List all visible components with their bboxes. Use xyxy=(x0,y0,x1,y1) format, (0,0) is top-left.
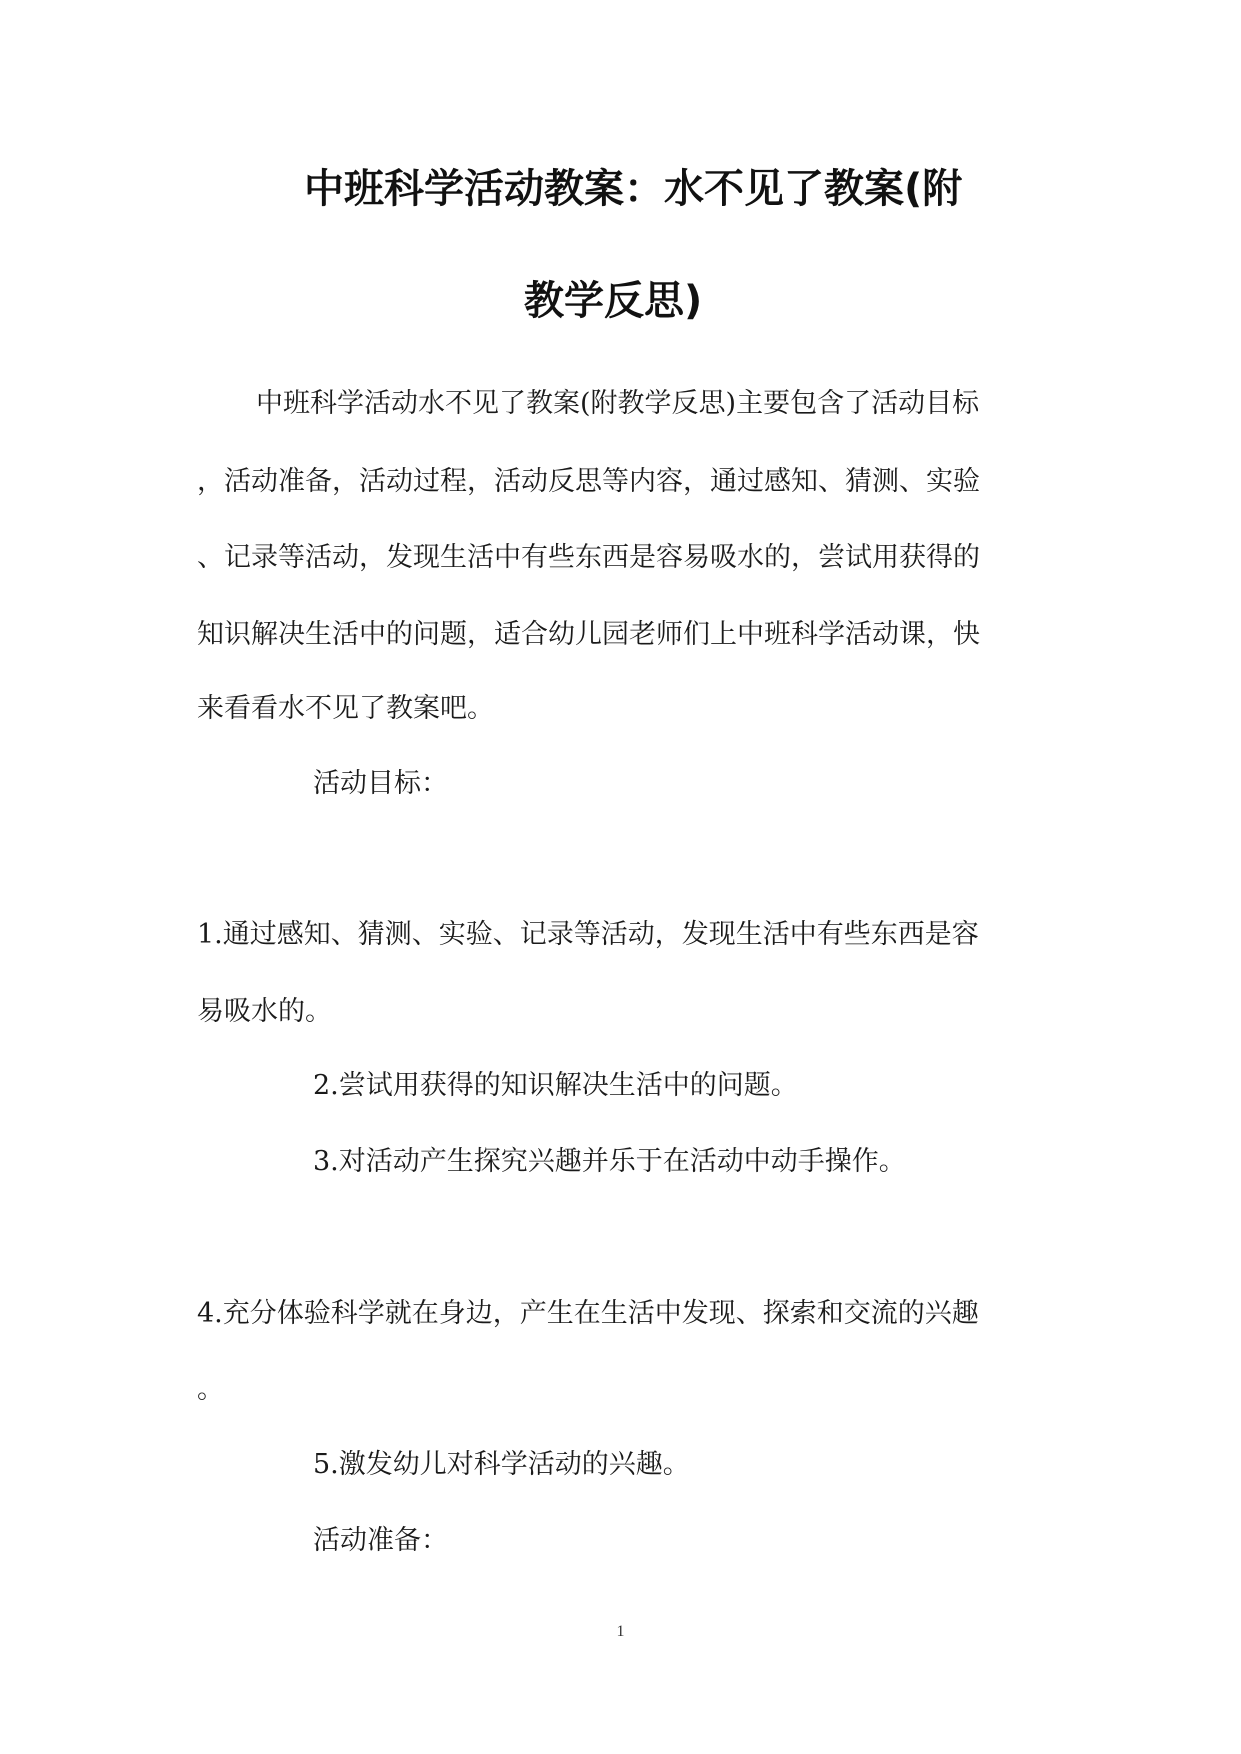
intro-paragraph-line: 中班科学活动水不见了教案(附教学反思)主要包含了活动目标 xyxy=(256,388,980,419)
intro-paragraph-line: 知识解决生活中的问题，适合幼儿园老师们上中班科学活动课，快 xyxy=(197,619,980,650)
intro-paragraph-line: ，活动准备，活动过程，活动反思等内容，通过感知、猜测、实验 xyxy=(197,466,980,497)
prep-heading: 活动准备： xyxy=(313,1525,448,1556)
goal-4-line-2: 。 xyxy=(197,1374,224,1405)
intro-paragraph-line: 、记录等活动，发现生活中有些东西是容易吸水的，尝试用获得的 xyxy=(197,542,980,573)
goal-3: 3.对活动产生探究兴趣并乐于在活动中动手操作。 xyxy=(313,1146,906,1177)
document-title-line-1: 中班科学活动教案：水不见了教案(附 xyxy=(304,166,963,212)
page-number: 1 xyxy=(616,1623,625,1640)
goal-1-line-2: 易吸水的。 xyxy=(197,996,332,1027)
goal-2: 2.尝试用获得的知识解决生活中的问题。 xyxy=(313,1070,798,1101)
goal-5: 5.激发幼儿对科学活动的兴趣。 xyxy=(313,1449,690,1480)
intro-paragraph-line: 来看看水不见了教案吧。 xyxy=(197,693,494,724)
goal-1-line-1: 1.通过感知、猜测、实验、记录等活动，发现生活中有些东西是容 xyxy=(197,919,979,950)
goals-heading: 活动目标： xyxy=(313,768,448,799)
goal-4-line-1: 4.充分体验科学就在身边，产生在生活中发现、探索和交流的兴趣 xyxy=(197,1298,979,1329)
document-title-line-2: 教学反思) xyxy=(524,278,703,324)
